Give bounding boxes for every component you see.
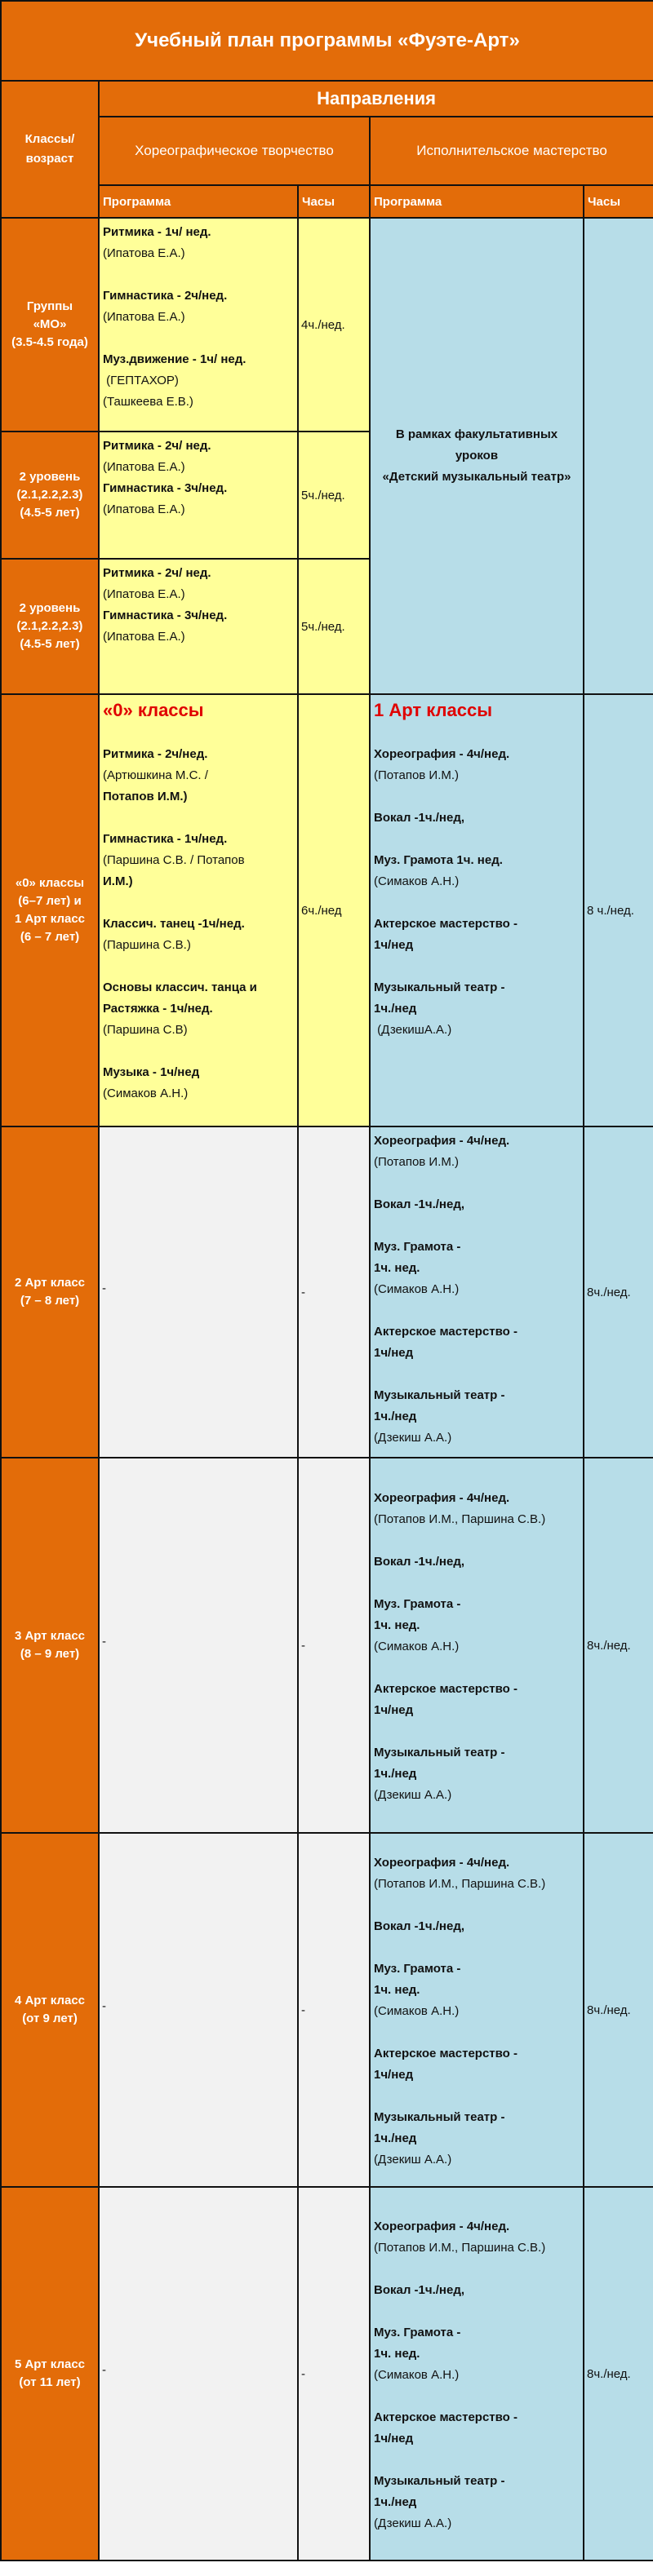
class-cell: 5 Арт класс (от 11 лет) bbox=[1, 2187, 99, 2561]
program-line: (Дзекиш А.А.) bbox=[374, 1788, 452, 1802]
table-row bbox=[1, 1458, 653, 1833]
program-line: (Потапов И.М., Паршина С.В.) bbox=[374, 1877, 546, 1891]
program-line: Муз. Грамота 1ч. нед. bbox=[374, 853, 503, 867]
table-row bbox=[1, 2187, 653, 2561]
spacer bbox=[103, 264, 294, 285]
section-title: 1 Арт классы bbox=[374, 700, 493, 720]
spacer bbox=[374, 2301, 580, 2322]
program-line: Хореография - 4ч/нед. bbox=[374, 2220, 510, 2233]
program-line: - bbox=[102, 1999, 106, 2013]
class-cell: «0» классы (6–7 лет) и 1 Арт класс (6 – 7 лет) bbox=[1, 694, 99, 1126]
program-line: Гимнастика - 2ч/нед. bbox=[103, 289, 228, 303]
table-row bbox=[1, 218, 653, 432]
program-cell bbox=[99, 694, 298, 1126]
program-line: (Потапов И.М.) bbox=[374, 768, 460, 782]
hours-cell: 8 ч./нед. bbox=[584, 694, 653, 1126]
program-line: (Дзекиш А.А.) bbox=[374, 2516, 452, 2530]
program-line: 1ч./нед bbox=[374, 2131, 417, 2145]
program-line: (Дзекиш А.А.) bbox=[374, 1431, 452, 1445]
program-line: (Паршина С.В.) bbox=[103, 938, 191, 952]
program-column-header: Программа bbox=[99, 185, 298, 218]
program-line: 1ч/нед bbox=[374, 2068, 414, 2082]
program-line: Ритмика - 2ч/нед. bbox=[103, 747, 208, 761]
spacer bbox=[103, 1041, 294, 1062]
program-line: Ритмика - 2ч/ нед. bbox=[103, 439, 211, 453]
hours-cell: 5ч./нед. bbox=[298, 559, 370, 694]
hours-cell: - bbox=[298, 1833, 370, 2187]
program-line: Вокал -1ч./нед, bbox=[374, 811, 465, 825]
program-line: (Симаков А.Н.) bbox=[374, 2004, 460, 2018]
program-line: Актерское мастерство - bbox=[374, 917, 518, 931]
hours-cell: - bbox=[298, 1458, 370, 1833]
program-line: 1ч./нед bbox=[374, 1410, 417, 1423]
table-title: Учебный план программы «Фуэте-Арт» bbox=[1, 1, 653, 81]
program-line: (Потапов И.М., Паршина С.В.) bbox=[374, 1512, 546, 1526]
table-row bbox=[1, 1833, 653, 2187]
spacer bbox=[374, 1895, 580, 1916]
program-line: Муз. Грамота - bbox=[374, 1240, 461, 1254]
program-line: Потапов И.М.) bbox=[103, 790, 188, 803]
class-cell: 2 уровень (2.1,2.2,2.3) (4.5-5 лет) bbox=[1, 559, 99, 694]
program-line: Гимнастика - 1ч/нед. bbox=[103, 832, 228, 846]
spacer bbox=[374, 1937, 580, 1959]
program-line: Классич. танец -1ч/нед. bbox=[103, 917, 245, 931]
spacer bbox=[374, 956, 580, 977]
program-line: (Ипатова Е.А.) bbox=[103, 310, 185, 324]
program-line: (Симаков А.Н.) bbox=[374, 1640, 460, 1653]
hours-cell: 6ч./нед bbox=[298, 694, 370, 1126]
program-line: Муз.движение - 1ч/ нед. bbox=[103, 352, 247, 366]
program-lines bbox=[103, 723, 294, 1104]
class-cell: 2 Арт класс (7 – 8 лет) bbox=[1, 1126, 99, 1458]
spacer bbox=[374, 786, 580, 808]
program-line: 1ч. нед. bbox=[374, 1618, 420, 1632]
program-line: 1ч. нед. bbox=[374, 2347, 420, 2361]
program-cell bbox=[99, 559, 298, 694]
program-line: (Потапов И.М.) bbox=[374, 1155, 460, 1169]
program-line: (Потапов И.М., Паршина С.В.) bbox=[374, 2241, 546, 2255]
program-line: Музыкальный театр - bbox=[374, 2110, 505, 2124]
section-title: «0» классы bbox=[103, 700, 204, 720]
class-cell: 2 уровень (2.1,2.2,2.3) (4.5-5 лет) bbox=[1, 432, 99, 559]
program-cell bbox=[370, 1833, 584, 2187]
program-cell bbox=[99, 218, 298, 432]
hours-cell: 4ч./нед. bbox=[298, 218, 370, 432]
program-line: 1ч./нед bbox=[374, 1002, 417, 1016]
spacer bbox=[374, 723, 580, 744]
spacer bbox=[103, 723, 294, 744]
spacer bbox=[374, 1364, 580, 1385]
program-line: 1ч./нед bbox=[374, 1767, 417, 1781]
program-line: 1ч/нед bbox=[374, 938, 414, 952]
program-line: 1ч. нед. bbox=[374, 1261, 420, 1275]
program-line: (Дзекиш А.А.) bbox=[374, 2153, 452, 2167]
spacer bbox=[374, 2259, 580, 2280]
program-line: Музыкальный театр - bbox=[374, 1388, 505, 1402]
program-line: Музыка - 1ч/нед bbox=[103, 1065, 200, 1079]
hours-cell: - bbox=[298, 1126, 370, 1458]
spacer bbox=[374, 1530, 580, 1551]
choreography-header: Хореографическое творчество bbox=[99, 117, 370, 185]
program-cell bbox=[99, 2187, 298, 2561]
table-row bbox=[1, 694, 653, 1126]
spacer bbox=[374, 1658, 580, 1679]
spacer bbox=[374, 1721, 580, 1742]
program-line: Хореография - 4ч/нед. bbox=[374, 1134, 510, 1148]
class-cell: 4 Арт класс (от 9 лет) bbox=[1, 1833, 99, 2187]
program-line: (ГЕПТАХОР) bbox=[103, 374, 179, 387]
directions-header: Направления bbox=[99, 81, 653, 117]
program-line: (Ташкеева Е.В.) bbox=[103, 395, 193, 409]
spacer bbox=[374, 1300, 580, 1321]
class-cell: 3 Арт класс (8 – 9 лет) bbox=[1, 1458, 99, 1833]
program-line: Музыкальный театр - bbox=[374, 980, 505, 994]
program-line: Муз. Грамота - bbox=[374, 1597, 461, 1611]
spacer bbox=[374, 1573, 580, 1594]
program-line: - bbox=[102, 1635, 106, 1649]
elective-note: В рамках факультативных уроков «Детский музыкальный театр» bbox=[370, 218, 584, 694]
program-line: Гимнастика - 3ч/нед. bbox=[103, 609, 228, 622]
spacer bbox=[103, 808, 294, 829]
program-line: (Симаков А.Н.) bbox=[103, 1087, 189, 1100]
spacer bbox=[374, 829, 580, 850]
spacer bbox=[374, 2450, 580, 2471]
class-cell: Группы «МО» (3.5-4.5 года) bbox=[1, 218, 99, 432]
program-line: Муз. Грамота - bbox=[374, 2326, 461, 2339]
program-line: (Паршина С.В) bbox=[103, 1023, 188, 1037]
program-line: Основы классич. танца и bbox=[103, 980, 257, 994]
program-line: (Симаков А.Н.) bbox=[374, 1282, 460, 1296]
program-line: (Паршина С.В. / Потапов bbox=[103, 853, 245, 867]
program-line: 1ч/нед bbox=[374, 2432, 414, 2445]
performing-header: Исполнительское мастерство bbox=[370, 117, 653, 185]
program-line: И.М.) bbox=[103, 874, 133, 888]
program-column-header: Программа bbox=[370, 185, 584, 218]
program-line: Музыкальный театр - bbox=[374, 2474, 505, 2488]
program-cell bbox=[370, 1126, 584, 1458]
program-line: (Артюшкина М.С. / bbox=[103, 768, 208, 782]
program-line: Хореография - 4ч/нед. bbox=[374, 1491, 510, 1505]
program-cell bbox=[99, 1833, 298, 2187]
program-line: Вокал -1ч./нед, bbox=[374, 1197, 465, 1211]
program-line: 1ч/нед bbox=[374, 1703, 414, 1717]
hours-column-header: Часы bbox=[298, 185, 370, 218]
program-line: (Ипатова Е.А.) bbox=[103, 460, 185, 474]
program-line: Актерское мастерство - bbox=[374, 2410, 518, 2424]
spacer bbox=[103, 956, 294, 977]
program-line: (Симаков А.Н.) bbox=[374, 874, 460, 888]
program-line: Актерское мастерство - bbox=[374, 1682, 518, 1696]
program-lines bbox=[374, 723, 580, 1041]
program-line: Музыкальный театр - bbox=[374, 1746, 505, 1759]
hours-cell: 8ч./нед. bbox=[584, 1126, 653, 1458]
program-line: - bbox=[102, 2363, 106, 2377]
program-line: Хореография - 4ч/нед. bbox=[374, 1856, 510, 1870]
program-line: Вокал -1ч./нед, bbox=[374, 1555, 465, 1569]
spacer bbox=[103, 892, 294, 914]
hours-cell: - bbox=[298, 2187, 370, 2561]
program-line: 1ч./нед bbox=[374, 2495, 417, 2509]
program-line: Муз. Грамота - bbox=[374, 1962, 461, 1976]
program-cell bbox=[99, 432, 298, 559]
hours-column-header: Часы bbox=[584, 185, 653, 218]
program-line: (ДзекишА.А.) bbox=[374, 1023, 452, 1037]
hours-cell: 8ч./нед. bbox=[584, 1833, 653, 2187]
hours-cell: 8ч./нед. bbox=[584, 1458, 653, 1833]
program-line: (Симаков А.Н.) bbox=[374, 2368, 460, 2382]
program-line: (Ипатова Е.А.) bbox=[103, 630, 185, 644]
program-line: Ритмика - 1ч/ нед. bbox=[103, 225, 211, 239]
program-line: Актерское мастерство - bbox=[374, 2047, 518, 2060]
program-line: Растяжка - 1ч/нед. bbox=[103, 1002, 213, 1016]
program-line: (Ипатова Е.А.) bbox=[103, 246, 185, 260]
spacer bbox=[374, 892, 580, 914]
program-cell bbox=[370, 694, 584, 1126]
classes-age-header: Классы/ возраст bbox=[1, 81, 99, 218]
program-line: (Ипатова Е.А.) bbox=[103, 502, 185, 516]
program-line: Актерское мастерство - bbox=[374, 1325, 518, 1339]
program-line: Ритмика - 2ч/ нед. bbox=[103, 566, 211, 580]
program-line: Хореография - 4ч/нед. bbox=[374, 747, 510, 761]
program-cell bbox=[370, 2187, 584, 2561]
hours-cell: 8ч./нед. bbox=[584, 2187, 653, 2561]
empty-hours-cell bbox=[584, 218, 653, 694]
hours-cell: 5ч./нед. bbox=[298, 432, 370, 559]
program-line: Вокал -1ч./нед, bbox=[374, 2283, 465, 2297]
table-row bbox=[1, 1126, 653, 1458]
spacer bbox=[374, 2386, 580, 2407]
program-line: 1ч/нед bbox=[374, 1346, 414, 1360]
program-line: - bbox=[102, 1281, 106, 1295]
program-line: Вокал -1ч./нед, bbox=[374, 1919, 465, 1933]
spacer bbox=[374, 2022, 580, 2043]
program-line: (Ипатова Е.А.) bbox=[103, 587, 185, 601]
program-cell bbox=[99, 1458, 298, 1833]
spacer bbox=[374, 1215, 580, 1237]
program-cell bbox=[99, 1126, 298, 1458]
spacer bbox=[374, 1173, 580, 1194]
program-line: Гимнастика - 3ч/нед. bbox=[103, 481, 228, 495]
program-cell bbox=[370, 1458, 584, 1833]
program-line: 1ч. нед. bbox=[374, 1983, 420, 1997]
spacer bbox=[374, 2086, 580, 2107]
spacer bbox=[103, 328, 294, 349]
